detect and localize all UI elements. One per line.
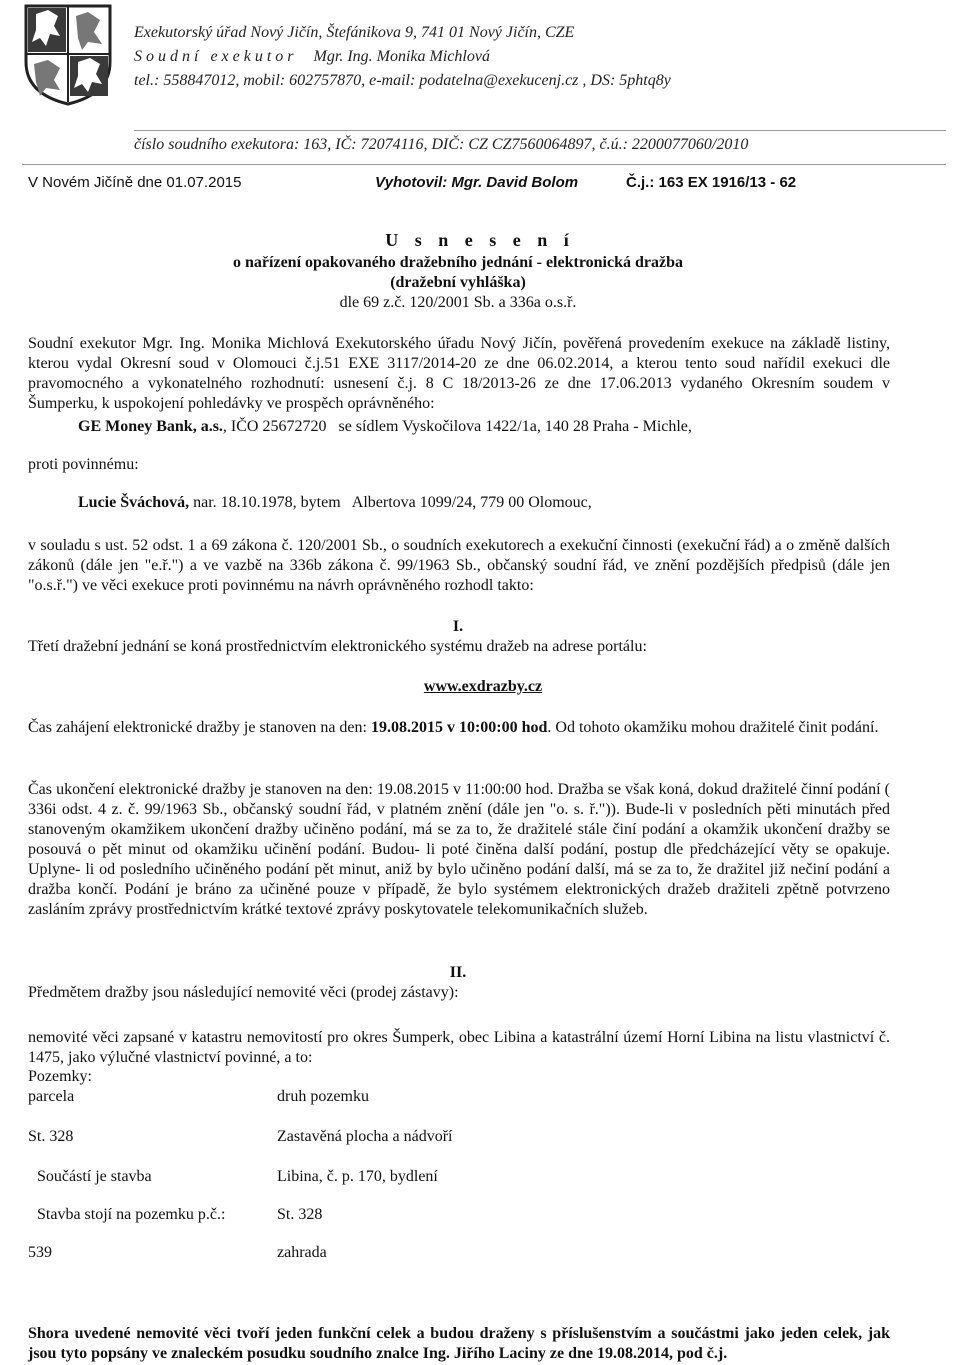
portal-link[interactable]: www.exdrazby.cz	[423, 678, 543, 695]
case-number-label: Č.j.:	[626, 174, 655, 191]
document-title	[0, 230, 960, 251]
title-line-2: (dražební vyhláška)	[390, 274, 526, 291]
executor-name: Mgr. Ing. Monika Michlová	[313, 48, 490, 65]
parcel-row-1-a: St. 328	[28, 1128, 74, 1145]
parcel-row-2-a: Součástí je stavba	[37, 1168, 152, 1185]
debtor-name: Lucie Šváchová,	[78, 494, 190, 511]
debtor-line	[78, 494, 592, 512]
col-type-header: druh pozemku	[277, 1088, 369, 1105]
creditor-details: , IČO 25672720 se sídlem Vyskočilova 1422/1a, 140 28 Praha - Michle,	[222, 418, 692, 435]
auction-start-note: . Od tohoto okamžiku mohou dražitelé činit podání.	[547, 719, 879, 736]
section-2-numeral: II.	[449, 964, 467, 981]
closing-paragraph: Shora uvedené nemovité věci tvoří jeden funkční celek a budou draženy s příslušenstvím a součástmi jako jeden celek, jak jsou tyto popsány ve znaleckém posudku soudního znalce Ing. Jiřího Laciny ze dne 19.08.2014, pod č.j.	[28, 1325, 890, 1362]
office-address: Exekutorský úřad Nový Jičín, Štefánikova 9, 741 01 Nový Jičín, CZE	[134, 24, 575, 41]
creditor-line	[78, 418, 692, 436]
parcel-row-4-b: zahrada	[277, 1244, 327, 1261]
contact-line: tel.: 558847012, mobil: 602757870, e-mail: podatelna@exekucenj.cz , DS: 5phtq8y	[134, 72, 671, 89]
prepared-by: Vyhotovil: Mgr. David Bolom	[375, 174, 579, 191]
intro-paragraph: Soudní exekutor Mgr. Ing. Monika Michlová Exekutorského úřadu Nový Jičín, pověřená provedením exekuce na základě listiny, kterou vydal Okresní soud v Olomouci č.j.51 EXE 3117/2014-20 ze dne 06.02.2014, a kterou tento soud nařídil exekuci dle pravomocného a vykonatelného rozhodnutí: usnesení č.j. 8 C 18/2013-26 ze dne 17.06.2013 vydaného Okresním soudem v Šumperku, k uspokojení pohledávky ve prospěch oprávněného:	[28, 335, 890, 412]
col-parcel-header: parcela	[28, 1088, 75, 1105]
auction-start-text: Čas zahájení elektronické dražby je stanoven na den:	[28, 719, 371, 736]
case-number	[626, 174, 796, 191]
auction-start	[28, 718, 890, 738]
title-line-3: dle 69 z.č. 120/2001 Sb. a 336a o.s.ř.	[339, 294, 577, 311]
pozemky-label: Pozemky:	[28, 1068, 92, 1085]
auction-end-paragraph: Čas ukončení elektronické dražby je stanoven na den: 19.08.2015 v 11:00:00 hod. Dražba se však koná, dokud dražitelé činní podání ( 336i odst. 4 z. č. 99/1963 Sb., občanský soudní řád, v platném znění (dále jen "o. s. ř.")). Bude-li v posledních pěti minutách před stanoveným okamžikem ukončení dražby učiněno podání, má se za to, že dražitelé stále činí podání a okamžik ukončení dražby se posouvá o pět minut od okamžiku učinění podání. Budou- li poté činěna další podání, postup dle předcházející věty se opakuje. Uplyne- li od posledního učiněného podání pět minut, aniž by bylo učiněno podání další, má se za to, že dražitel již nečiní podání a dražba končí. Podání je bráno za učiněné pouze v případě, že bylo systémem elektronických dražeb dražiteli zpětně potvrzeno zasláním zprávy prostřednictvím krátké textové zprávy poskytovatele telekomunikačních služeb.	[28, 781, 890, 918]
legal-basis-paragraph: v souladu s ust. 52 odst. 1 a 69 zákona č. 120/2001 Sb., o soudních exekutorech a exekuční činnosti (exekuční řád) a o změně dalších zákonů (dále jen "e.ř.") a ve vazbě na 336b zákona č. 99/1963 Sb., občanský soudní řád, ve znění pozdějších předpisů (dále jen "o.s.ř.") ve věci exekuce proti povinnému na návrh oprávněného rozhodl takto:	[28, 537, 890, 594]
section-1-numeral: I.	[452, 618, 464, 635]
section-1-intro: Třetí dražební jednání se koná prostřednictvím elektronického systému dražeb na adrese portálu:	[28, 638, 647, 655]
parcel-row-3-a: Stavba stojí na pozemku p.č.:	[37, 1206, 226, 1223]
title-line-1: o nařízení opakovaného dražebního jednání - elektronická dražba	[233, 254, 683, 271]
executor-prefix: S o u d n í e x e k u t o r	[134, 48, 294, 65]
parcel-row-3-b: St. 328	[277, 1206, 323, 1223]
executor-ids: číslo soudního exekutora: 163, IČ: 72074116, DIČ: CZ CZ7560064897, č.ú.: 2200077060/2010	[134, 136, 749, 153]
coat-of-arms-icon	[22, 2, 114, 106]
parcel-row-2-b: Libina, č. p. 170, bydlení	[277, 1168, 438, 1185]
section-2-intro: Předmětem dražby jsou následující nemovité věci (prodej zástavy):	[28, 984, 459, 1001]
parcel-row-4-a: 539	[28, 1244, 52, 1261]
parcel-row-1-b: Zastavěná plocha a nádvoří	[277, 1128, 453, 1145]
title-main: U s n e s e n í	[385, 230, 575, 250]
portal-link-wrap	[0, 678, 960, 696]
header-divider	[134, 130, 946, 131]
debtor-details: nar. 18.10.1978, bytem Albertova 1099/24, 779 00 Olomouc,	[189, 494, 592, 511]
auction-start-time: 19.08.2015 v 10:00:00 hod	[370, 719, 548, 736]
header-divider-2	[22, 164, 946, 165]
place-date: V Novém Jičíně dne 01.07.2015	[28, 174, 242, 191]
creditor-name: GE Money Bank, a.s.	[78, 418, 223, 435]
executor-line	[134, 46, 490, 68]
case-number-value: 163 EX 1916/13 - 62	[658, 174, 797, 191]
against-label: proti povinnému:	[28, 456, 139, 473]
property-register-paragraph: nemovité věci zapsané v katastru nemovitostí pro okres Šumperk, obec Libina a katastrální území Horní Libina na listu vlastnictví č. 1475, jako výlučné vlastnictví povinné, a to:	[28, 1029, 890, 1066]
